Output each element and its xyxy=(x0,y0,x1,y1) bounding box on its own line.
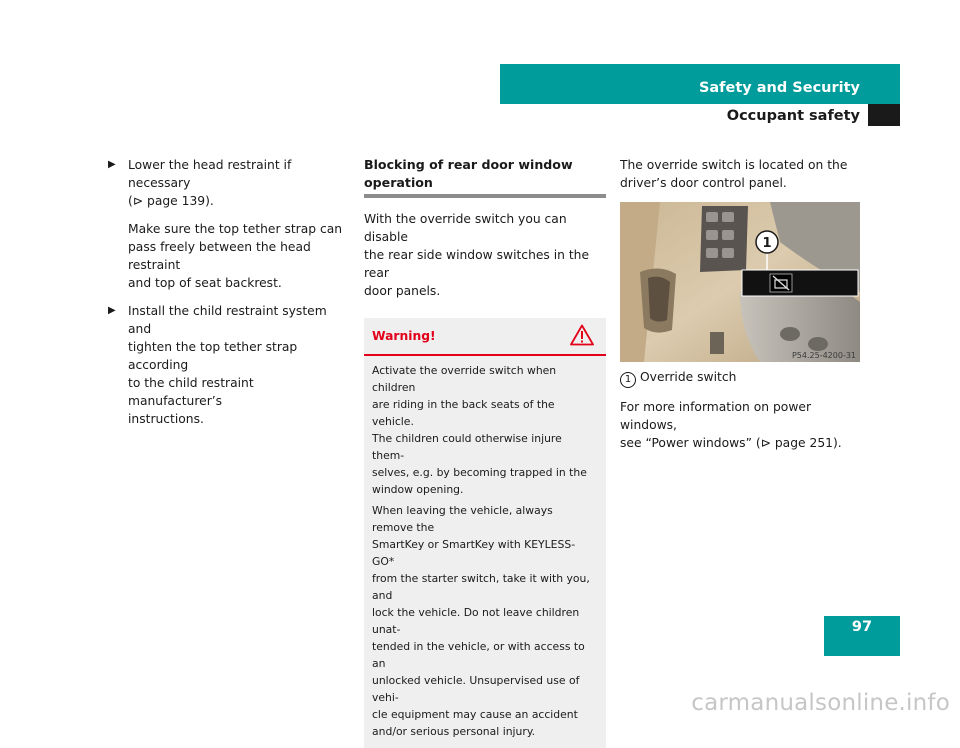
warning-paragraph xyxy=(372,502,596,740)
warning-line: and/or serious personal injury. xyxy=(372,725,536,738)
paragraph-line: driver’s door control panel. xyxy=(620,176,787,190)
column-middle xyxy=(364,156,606,748)
paragraph-line: The override switch is located on the xyxy=(620,158,848,172)
photo-code: P54.25-4200-31 xyxy=(791,351,856,360)
paragraph-line: see “Power windows” (⊳ page 251). xyxy=(620,436,842,450)
warning-line: SmartKey or SmartKey with KEYLESS-GO* xyxy=(372,538,576,568)
door-panel-photo xyxy=(620,202,860,362)
paragraph-line: Make sure the top tether strap can xyxy=(128,222,343,236)
warning-line: selves, e.g. by becoming trapped in the xyxy=(372,466,587,479)
warning-line: from the starter switch, take it with you, and xyxy=(372,572,590,602)
step-text-line: instructions. xyxy=(128,412,204,426)
step-text-line: tighten the top tether strap according xyxy=(128,340,298,372)
page-number: 97 xyxy=(851,619,873,635)
body-paragraph xyxy=(364,210,606,300)
step-text-line: (⊳ page 139). xyxy=(128,194,214,208)
warning-line: The children could otherwise injure them- xyxy=(372,432,562,462)
header-marker xyxy=(868,104,900,126)
warning-line: Activate the override switch when children xyxy=(372,364,557,394)
paragraph-line: and top of seat backrest. xyxy=(128,276,282,290)
warning-line: When leaving the vehicle, always remove the xyxy=(372,504,553,534)
more-info-paragraph xyxy=(620,398,868,452)
step-item xyxy=(108,156,348,210)
caption-text: Override switch xyxy=(640,370,737,384)
right-arrow-icon: ▶ xyxy=(108,305,116,316)
watermark: carmanualsonline.info xyxy=(691,690,950,716)
door-panel-illustration xyxy=(620,202,860,362)
paragraph-line: the rear side window switches in the rear xyxy=(364,248,590,280)
step-text-line: Lower the head restraint if necessary xyxy=(128,158,292,190)
photo-caption xyxy=(620,368,868,388)
caption-number: 1 xyxy=(620,372,636,388)
instruction-paragraph xyxy=(108,220,348,292)
warning-line: cle equipment may cause an accident xyxy=(372,708,578,721)
paragraph-line: For more information on power windows, xyxy=(620,400,811,432)
subsection-title: Occupant safety xyxy=(726,108,860,124)
warning-box xyxy=(364,318,606,748)
step-item xyxy=(108,302,348,428)
warning-line: lock the vehicle. Do not leave children unat- xyxy=(372,606,580,636)
warning-paragraph xyxy=(372,362,596,498)
warning-line: window opening. xyxy=(372,483,464,496)
section-title: Safety and Security xyxy=(698,80,860,96)
warning-triangle-icon xyxy=(570,324,594,346)
warning-line: are riding in the back seats of the vehicle. xyxy=(372,398,555,428)
step-text-line: Install the child restraint system and xyxy=(128,304,327,336)
warning-header xyxy=(364,318,606,356)
warning-body xyxy=(364,356,606,748)
right-arrow-icon: ▶ xyxy=(108,159,116,170)
paragraph-line: pass freely between the head restraint xyxy=(128,240,311,272)
section-heading: Blocking of rear door window operation xyxy=(364,156,606,198)
warning-line: unlocked vehicle. Unsupervised use of vehi- xyxy=(372,674,580,704)
intro-paragraph xyxy=(620,156,868,192)
column-left xyxy=(108,156,348,428)
photo-callout-number: 1 xyxy=(762,236,772,251)
warning-line: tended in the vehicle, or with access to an xyxy=(372,640,585,670)
warning-title: Warning! xyxy=(372,329,436,343)
paragraph-line: door panels. xyxy=(364,284,441,298)
paragraph-line: With the override switch you can disable xyxy=(364,212,567,244)
step-text-line: to the child restraint manufacturer’s xyxy=(128,376,254,408)
column-right xyxy=(620,156,868,452)
